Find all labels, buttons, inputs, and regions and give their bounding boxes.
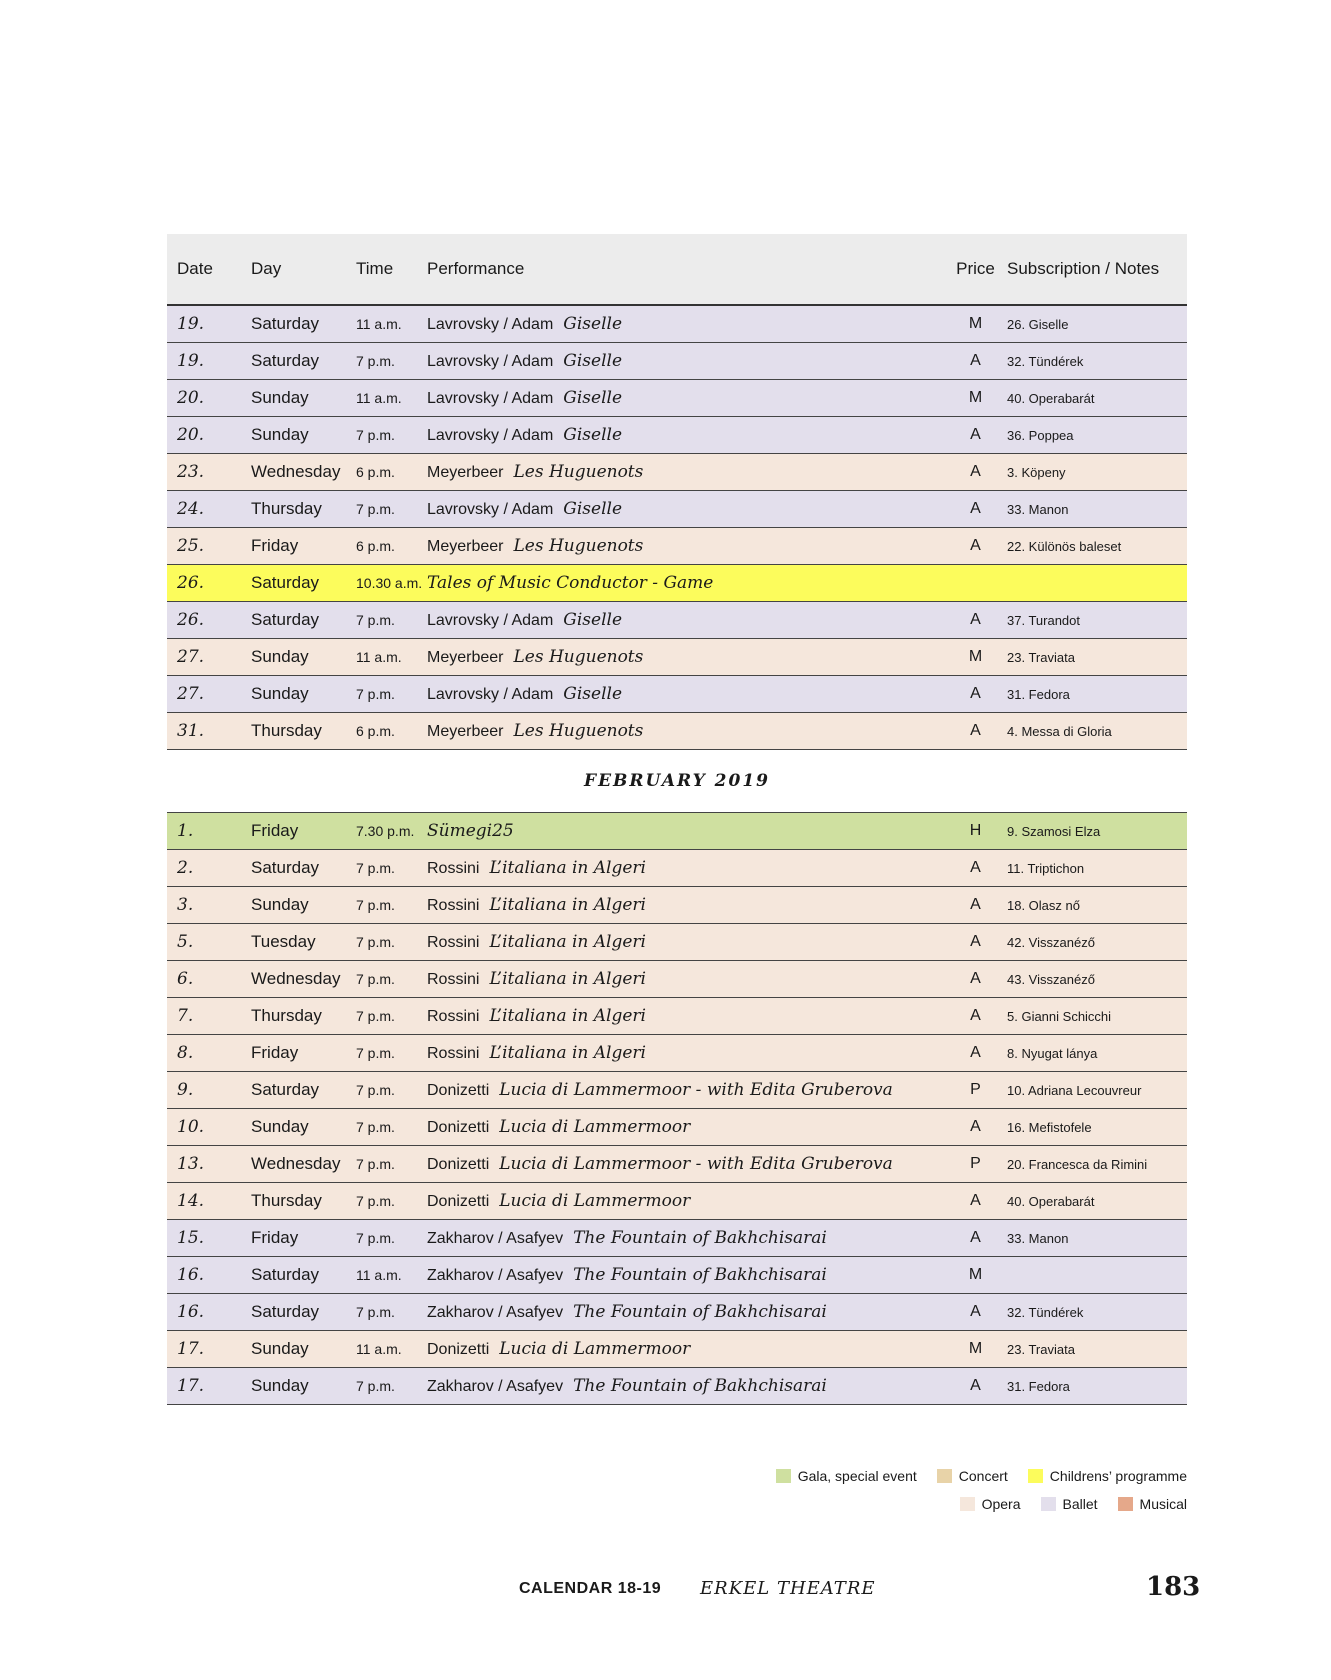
notes-cell: 8. Nyugat lánya — [1007, 1045, 1098, 1061]
legend-swatch — [1041, 1497, 1056, 1511]
header-time: Time — [356, 259, 394, 278]
work-title: Les Huguenots — [513, 536, 644, 556]
day-cell: Saturday — [251, 1080, 320, 1099]
performance-cell — [427, 821, 952, 841]
time-cell: 7 p.m. — [356, 934, 395, 950]
date-cell: 27. — [177, 684, 205, 704]
price-cell: A — [970, 1229, 981, 1246]
composer-name: Rossini — [427, 897, 480, 914]
notes-cell: 42. Visszanéző — [1007, 934, 1095, 950]
day-cell: Thursday — [251, 721, 322, 740]
date-cell: 13. — [177, 1154, 205, 1174]
composer-name: Rossini — [427, 971, 480, 988]
performance-cell — [427, 388, 952, 408]
header-day: Day — [251, 259, 282, 278]
notes-cell: 33. Manon — [1007, 501, 1069, 517]
composer-name: Meyerbeer — [427, 464, 504, 481]
header-date: Date — [177, 259, 213, 278]
work-title: Giselle — [563, 425, 623, 445]
legend-item — [1041, 1496, 1098, 1512]
legend-item — [960, 1496, 1021, 1512]
date-cell: 8. — [177, 1043, 194, 1063]
date-cell: 17. — [177, 1376, 205, 1396]
day-cell: Sunday — [251, 388, 309, 407]
day-cell: Sunday — [251, 684, 309, 703]
day-cell: Saturday — [251, 1302, 320, 1321]
performance-cell — [427, 858, 952, 878]
day-cell: Sunday — [251, 647, 309, 666]
price-cell: M — [968, 315, 983, 332]
work-title: L’italiana in Algeri — [489, 1006, 646, 1026]
work-title: The Fountain of Bakhchisarai — [573, 1302, 827, 1322]
work-title: L’italiana in Algeri — [489, 895, 646, 915]
time-cell: 7 p.m. — [356, 1082, 395, 1098]
table-row — [167, 343, 1187, 380]
performance-cell — [427, 1043, 952, 1063]
price-cell: A — [970, 352, 981, 369]
table-row — [167, 813, 1187, 850]
table-row — [167, 528, 1187, 565]
legend-label: Ballet — [1062, 1496, 1098, 1512]
work-title: Les Huguenots — [513, 721, 644, 741]
notes-cell: 26. Giselle — [1007, 316, 1069, 332]
time-cell: 7 p.m. — [356, 860, 395, 876]
date-cell: 24. — [177, 499, 205, 519]
table-header — [167, 234, 1187, 306]
page-number: 183 — [1146, 1572, 1201, 1602]
table-row — [167, 1146, 1187, 1183]
notes-cell: 33. Manon — [1007, 1230, 1069, 1246]
table-row — [167, 1257, 1187, 1294]
date-cell: 2. — [177, 858, 194, 878]
time-cell: 7 p.m. — [356, 612, 395, 628]
price-cell: A — [970, 1044, 981, 1061]
footer-calendar: CALENDAR 18-19 — [519, 1580, 662, 1597]
price-cell: A — [970, 1192, 981, 1209]
time-cell: 7 p.m. — [356, 353, 395, 369]
table-row — [167, 850, 1187, 887]
work-title: The Fountain of Bakhchisarai — [573, 1265, 827, 1285]
price-cell: A — [970, 426, 981, 443]
price-cell: A — [970, 685, 981, 702]
composer-name: Lavrovsky / Adam — [427, 353, 554, 370]
composer-name: Donizetti — [427, 1119, 490, 1136]
time-cell: 6 p.m. — [356, 538, 395, 554]
page-footer — [0, 1572, 1331, 1612]
work-title: Tales of Music Conductor - Game — [427, 573, 714, 593]
notes-cell: 10. Adriana Lecouvreur — [1007, 1082, 1142, 1098]
time-cell: 7 p.m. — [356, 1304, 395, 1320]
price-cell: A — [970, 500, 981, 517]
day-cell: Saturday — [251, 314, 320, 333]
work-title: Lucia di Lammermoor — [499, 1117, 691, 1137]
composer-name: Zakharov / Asafyev — [427, 1378, 564, 1395]
time-cell: 10.30 a.m. — [356, 575, 423, 591]
price-cell: A — [970, 896, 981, 913]
work-title: L’italiana in Algeri — [489, 858, 646, 878]
date-cell: 26. — [177, 610, 205, 630]
performance-cell — [427, 314, 952, 334]
legend-label: Gala, special event — [797, 1468, 917, 1484]
composer-name: Lavrovsky / Adam — [427, 427, 554, 444]
date-cell: 5. — [177, 932, 194, 952]
performance-cell — [427, 425, 952, 445]
time-cell: 7 p.m. — [356, 1045, 395, 1061]
notes-cell: 18. Olasz nő — [1007, 897, 1080, 913]
legend-swatch — [1118, 1497, 1133, 1511]
time-cell: 7 p.m. — [356, 971, 395, 987]
day-cell: Saturday — [251, 573, 320, 592]
composer-name: Rossini — [427, 860, 480, 877]
notes-cell: 23. Traviata — [1007, 649, 1075, 665]
header-price: Price — [956, 259, 995, 278]
legend-item — [937, 1468, 1008, 1484]
performance-cell — [427, 462, 952, 482]
notes-cell: 16. Mefistofele — [1007, 1119, 1092, 1135]
performance-cell — [427, 499, 952, 519]
table-row — [167, 1183, 1187, 1220]
table-row — [167, 380, 1187, 417]
composer-name: Meyerbeer — [427, 649, 504, 666]
work-title: The Fountain of Bakhchisarai — [573, 1376, 827, 1396]
performance-cell — [427, 1154, 952, 1174]
time-cell: 6 p.m. — [356, 723, 395, 739]
notes-cell: 40. Operabarát — [1007, 390, 1095, 406]
price-cell: H — [969, 822, 982, 839]
work-title: L’italiana in Algeri — [489, 1043, 646, 1063]
date-cell: 6. — [177, 969, 194, 989]
performance-cell — [427, 610, 952, 630]
february-rows — [167, 813, 1187, 1405]
performance-cell — [427, 1080, 952, 1100]
legend — [756, 1462, 1187, 1518]
performance-cell — [427, 1339, 952, 1359]
time-cell: 7 p.m. — [356, 1193, 395, 1209]
notes-cell: 9. Szamosi Elza — [1007, 823, 1101, 839]
composer-name: Rossini — [427, 934, 480, 951]
notes-cell: 3. Köpeny — [1007, 464, 1066, 480]
time-cell: 11 a.m. — [356, 1341, 402, 1357]
work-title: Giselle — [563, 610, 623, 630]
day-cell: Sunday — [251, 425, 309, 444]
day-cell: Sunday — [251, 1339, 309, 1358]
table-row — [167, 676, 1187, 713]
composer-name: Lavrovsky / Adam — [427, 316, 554, 333]
work-title: Giselle — [563, 351, 623, 371]
price-cell: A — [970, 1377, 981, 1394]
performance-cell — [427, 932, 952, 952]
time-cell: 11 a.m. — [356, 649, 402, 665]
notes-cell: 5. Gianni Schicchi — [1007, 1008, 1112, 1024]
notes-cell: 23. Traviata — [1007, 1341, 1075, 1357]
day-cell: Wednesday — [251, 462, 341, 481]
price-cell: A — [970, 722, 981, 739]
date-cell: 26. — [177, 573, 205, 593]
date-cell: 19. — [177, 351, 205, 371]
notes-cell: 11. Triptichon — [1007, 860, 1085, 876]
schedule-table — [167, 234, 1187, 1405]
performance-cell — [427, 1302, 952, 1322]
work-title: Lucia di Lammermoor - with Edita Gruberova — [499, 1154, 893, 1174]
performance-cell — [427, 721, 952, 741]
performance-cell — [427, 1191, 952, 1211]
table-row — [167, 1331, 1187, 1368]
day-cell: Sunday — [251, 1376, 309, 1395]
price-cell: A — [970, 933, 981, 950]
notes-cell: 37. Turandot — [1007, 612, 1080, 628]
performance-cell — [427, 1006, 952, 1026]
work-title: Giselle — [563, 314, 623, 334]
notes-cell: 32. Tündérek — [1007, 1304, 1084, 1320]
legend-item — [1118, 1496, 1187, 1512]
table-row — [167, 417, 1187, 454]
day-cell: Friday — [251, 1228, 299, 1247]
legend-label: Childrens’ programme — [1049, 1468, 1187, 1484]
table-row — [167, 1220, 1187, 1257]
performance-cell — [427, 351, 952, 371]
composer-name: Rossini — [427, 1045, 480, 1062]
performance-cell — [427, 1376, 952, 1396]
day-cell: Friday — [251, 821, 299, 840]
work-title: Lucia di Lammermoor — [499, 1339, 691, 1359]
price-cell: A — [970, 537, 981, 554]
time-cell: 7 p.m. — [356, 427, 395, 443]
work-title: L’italiana in Algeri — [489, 969, 646, 989]
table-row — [167, 1109, 1187, 1146]
date-cell: 19. — [177, 314, 205, 334]
legend-swatch — [960, 1497, 975, 1511]
price-cell: P — [970, 1081, 981, 1098]
date-cell: 10. — [177, 1117, 205, 1137]
work-title: Giselle — [563, 388, 623, 408]
date-cell: 1. — [177, 821, 194, 841]
price-cell: A — [970, 463, 981, 480]
notes-cell: 31. Fedora — [1007, 1378, 1070, 1394]
table-row — [167, 998, 1187, 1035]
work-title: L’italiana in Algeri — [489, 932, 646, 952]
date-cell: 14. — [177, 1191, 205, 1211]
date-cell: 3. — [177, 895, 194, 915]
work-title: Giselle — [563, 684, 623, 704]
day-cell: Friday — [251, 1043, 299, 1062]
time-cell: 7 p.m. — [356, 1119, 395, 1135]
work-title: Les Huguenots — [513, 462, 644, 482]
price-cell: M — [968, 389, 983, 406]
date-cell: 15. — [177, 1228, 205, 1248]
legend-row-1 — [756, 1462, 1187, 1490]
table-row — [167, 887, 1187, 924]
performance-cell — [427, 1265, 952, 1285]
table-row — [167, 1368, 1187, 1405]
time-cell: 11 a.m. — [356, 390, 402, 406]
table-row — [167, 1294, 1187, 1331]
day-cell: Friday — [251, 536, 299, 555]
price-cell: A — [970, 1303, 981, 1320]
legend-label: Musical — [1139, 1496, 1187, 1512]
notes-cell: 32. Tündérek — [1007, 353, 1084, 369]
day-cell: Saturday — [251, 1265, 320, 1284]
performance-cell — [427, 536, 952, 556]
table-row — [167, 924, 1187, 961]
composer-name: Meyerbeer — [427, 538, 504, 555]
legend-label: Concert — [958, 1468, 1008, 1484]
notes-cell: 40. Operabarát — [1007, 1193, 1095, 1209]
performance-cell — [427, 1117, 952, 1137]
day-cell: Wednesday — [251, 1154, 341, 1173]
time-cell: 7.30 p.m. — [356, 823, 415, 839]
composer-name: Donizetti — [427, 1193, 490, 1210]
table-row — [167, 306, 1187, 343]
table-row — [167, 713, 1187, 750]
table-row — [167, 602, 1187, 639]
composer-name: Lavrovsky / Adam — [427, 612, 554, 629]
time-cell: 7 p.m. — [356, 686, 395, 702]
day-cell: Sunday — [251, 895, 309, 914]
work-title: Lucia di Lammermoor - with Edita Gruberova — [499, 1080, 893, 1100]
composer-name: Rossini — [427, 1008, 480, 1025]
header-notes: Subscription / Notes — [1007, 259, 1160, 278]
notes-cell: 22. Különös baleset — [1007, 538, 1122, 554]
day-cell: Saturday — [251, 858, 320, 877]
legend-swatch — [937, 1469, 952, 1483]
legend-item — [776, 1468, 917, 1484]
time-cell: 7 p.m. — [356, 1230, 395, 1246]
composer-name: Donizetti — [427, 1341, 490, 1358]
time-cell: 7 p.m. — [356, 1156, 395, 1172]
date-cell: 16. — [177, 1302, 205, 1322]
date-cell: 16. — [177, 1265, 205, 1285]
performance-cell — [427, 895, 952, 915]
table-row — [167, 1072, 1187, 1109]
work-title: Sümegi25 — [427, 821, 514, 841]
day-cell: Thursday — [251, 499, 322, 518]
day-cell: Sunday — [251, 1117, 309, 1136]
day-cell: Tuesday — [251, 932, 316, 951]
footer-theatre: ERKEL THEATRE — [700, 1578, 876, 1599]
composer-name: Lavrovsky / Adam — [427, 686, 554, 703]
notes-cell: 43. Visszanéző — [1007, 971, 1095, 987]
price-cell: A — [970, 1007, 981, 1024]
price-cell: A — [970, 611, 981, 628]
day-cell: Wednesday — [251, 969, 341, 988]
work-title: The Fountain of Bakhchisarai — [573, 1228, 827, 1248]
legend-swatch — [1028, 1469, 1043, 1483]
composer-name: Zakharov / Asafyev — [427, 1304, 564, 1321]
month-title: FEBRUARY 2019 — [167, 750, 1187, 813]
notes-cell: 20. Francesca da Rimini — [1007, 1156, 1148, 1172]
composer-name: Zakharov / Asafyev — [427, 1267, 564, 1284]
time-cell: 11 a.m. — [356, 1267, 402, 1283]
composer-name: Meyerbeer — [427, 723, 504, 740]
price-cell: A — [970, 970, 981, 987]
performance-cell — [427, 969, 952, 989]
time-cell: 6 p.m. — [356, 464, 395, 480]
date-cell: 27. — [177, 647, 205, 667]
table-row — [167, 639, 1187, 676]
performance-cell — [427, 1228, 952, 1248]
january-rows — [167, 306, 1187, 750]
date-cell: 17. — [177, 1339, 205, 1359]
time-cell: 7 p.m. — [356, 897, 395, 913]
work-title: Les Huguenots — [513, 647, 644, 667]
day-cell: Thursday — [251, 1006, 322, 1025]
performance-cell — [427, 684, 952, 704]
time-cell: 11 a.m. — [356, 316, 402, 332]
notes-cell: 31. Fedora — [1007, 686, 1070, 702]
legend-row-2 — [756, 1490, 1187, 1518]
work-title: Lucia di Lammermoor — [499, 1191, 691, 1211]
notes-cell: 36. Poppea — [1007, 427, 1074, 443]
composer-name: Lavrovsky / Adam — [427, 501, 554, 518]
day-cell: Thursday — [251, 1191, 322, 1210]
performance-cell — [427, 573, 952, 593]
table-row — [167, 565, 1187, 602]
day-cell: Saturday — [251, 351, 320, 370]
work-title: Giselle — [563, 499, 623, 519]
table-row — [167, 1035, 1187, 1072]
price-cell: A — [970, 859, 981, 876]
composer-name: Donizetti — [427, 1082, 490, 1099]
composer-name: Lavrovsky / Adam — [427, 390, 554, 407]
notes-cell: 4. Messa di Gloria — [1007, 723, 1112, 739]
date-cell: 23. — [177, 462, 205, 482]
time-cell: 7 p.m. — [356, 501, 395, 517]
date-cell: 20. — [177, 425, 205, 445]
composer-name: Donizetti — [427, 1156, 490, 1173]
performance-cell — [427, 647, 952, 667]
date-cell: 20. — [177, 388, 205, 408]
header-performance: Performance — [427, 259, 525, 278]
price-cell: A — [970, 1118, 981, 1135]
date-cell: 25. — [177, 536, 205, 556]
legend-swatch — [776, 1469, 791, 1483]
table-row — [167, 454, 1187, 491]
time-cell: 7 p.m. — [356, 1008, 395, 1024]
composer-name: Zakharov / Asafyev — [427, 1230, 564, 1247]
price-cell: M — [968, 1266, 983, 1283]
time-cell: 7 p.m. — [356, 1378, 395, 1394]
price-cell: P — [970, 1155, 981, 1172]
date-cell: 31. — [177, 721, 205, 741]
legend-item — [1028, 1468, 1187, 1484]
day-cell: Saturday — [251, 610, 320, 629]
date-cell: 7. — [177, 1006, 194, 1026]
legend-label: Opera — [981, 1496, 1021, 1512]
date-cell: 9. — [177, 1080, 194, 1100]
table-row — [167, 491, 1187, 528]
table-row — [167, 961, 1187, 998]
price-cell: M — [968, 648, 983, 665]
price-cell: M — [968, 1340, 983, 1357]
